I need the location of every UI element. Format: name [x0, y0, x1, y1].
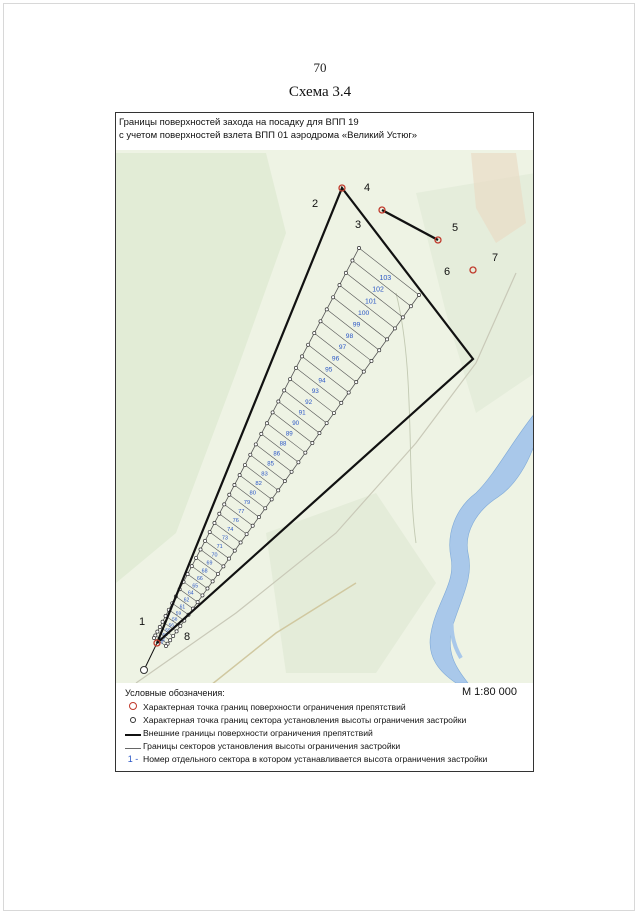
- sector-point: [158, 625, 161, 628]
- sector-point: [172, 634, 175, 637]
- sector-point: [393, 327, 396, 330]
- sector-number: 100: [357, 310, 370, 318]
- sector-point: [260, 432, 263, 435]
- sector-point: [164, 644, 167, 647]
- sector-number: 88: [279, 440, 287, 448]
- corner-label-7: 7: [492, 252, 499, 264]
- sector-number-symbol: 1 -: [127, 754, 139, 764]
- legend-item-outer-boundary: [125, 727, 373, 739]
- sector-point: [270, 498, 273, 501]
- sector-point: [290, 470, 293, 473]
- sector-point: [206, 587, 209, 590]
- sector-number: 82: [255, 480, 262, 487]
- sector-point: [216, 572, 219, 575]
- sector-number: 94: [318, 377, 326, 385]
- sector-number: 102: [372, 286, 384, 294]
- sector-point: [190, 565, 193, 568]
- sector-number: 62: [183, 597, 190, 604]
- sector-point: [378, 349, 381, 352]
- sector-point: [257, 515, 260, 518]
- sector-point: [233, 483, 236, 486]
- sector-point: [194, 556, 197, 559]
- red-circle-icon: [129, 702, 137, 710]
- sector-point: [319, 320, 322, 323]
- sector-point: [304, 451, 307, 454]
- sector-number: 76: [232, 517, 239, 524]
- sector-number: 50: [158, 639, 164, 645]
- sector-point: [175, 630, 178, 633]
- sector-number: 53: [162, 632, 168, 638]
- scheme-title: Схема 3.4: [288, 84, 352, 100]
- sector-point: [332, 411, 335, 414]
- sector-number: 97: [338, 344, 347, 352]
- sector-point: [251, 524, 254, 527]
- sector-point: [227, 557, 230, 560]
- corner-label-3: 3: [355, 219, 362, 231]
- sector-point: [213, 521, 216, 524]
- sector-point: [203, 539, 206, 542]
- legend-item-label: Внешние границы поверхности ограничения препятствий: [143, 728, 373, 738]
- map-header: [116, 113, 533, 150]
- sector-point: [331, 296, 334, 299]
- sector-point: [245, 533, 248, 536]
- sector-number: 77: [238, 508, 245, 515]
- sector-number: 68: [201, 568, 208, 575]
- sector-point: [211, 580, 214, 583]
- sector-point: [370, 359, 373, 362]
- sector-point: [152, 636, 155, 639]
- sector-number: 58: [172, 617, 178, 623]
- sector-point: [161, 620, 164, 623]
- sector-point: [294, 366, 297, 369]
- map-title-line2: с учетом поверхностей взлета ВПП 01 аэродрома «Великий Устюг»: [119, 130, 418, 141]
- sector-point: [196, 601, 199, 604]
- legend-item-sector-point: [125, 714, 466, 726]
- sector-number: 61: [179, 604, 186, 611]
- page-number: 70: [313, 60, 327, 75]
- map-canvas: [116, 113, 534, 772]
- sector-number: 66: [196, 576, 203, 583]
- sector-point: [239, 541, 242, 544]
- sector-point: [288, 378, 291, 381]
- sector-number: 59: [175, 611, 182, 617]
- legend-item-sector-boundary: [125, 740, 400, 752]
- sector-point: [340, 401, 343, 404]
- sector-number: 92: [305, 398, 313, 406]
- sector-point: [300, 355, 303, 358]
- sector-number: 89: [285, 430, 293, 438]
- sector-point: [249, 453, 252, 456]
- sector-number: 79: [243, 499, 251, 506]
- sector-point: [357, 246, 360, 249]
- sector-point: [223, 503, 226, 506]
- runway-end-point: [141, 667, 148, 674]
- sector-number: 74: [227, 526, 234, 533]
- sector-number: 83: [261, 471, 268, 478]
- sector-number: 93: [311, 388, 319, 396]
- sector-number: 98: [345, 332, 354, 340]
- sector-number: 64: [187, 590, 194, 597]
- map-box: [115, 112, 534, 772]
- sector-point: [243, 463, 246, 466]
- sector-number: 86: [273, 451, 281, 458]
- thin-line-icon: [125, 748, 141, 749]
- legend-item-sector-number: [125, 753, 487, 765]
- sector-point: [277, 400, 280, 403]
- sector-point: [271, 411, 274, 414]
- sector-point: [351, 259, 354, 262]
- sector-point: [344, 271, 347, 274]
- sector-point: [307, 343, 310, 346]
- sector-point: [409, 305, 412, 308]
- sector-point: [362, 370, 365, 373]
- sector-point: [179, 625, 182, 628]
- sector-point: [318, 432, 321, 435]
- corner-label-4: 4: [364, 182, 371, 194]
- map-title-line1: Границы поверхностей захода на посадку для ВПП 19: [119, 117, 359, 128]
- sector-point: [417, 293, 420, 296]
- sector-point: [265, 422, 268, 425]
- corner-label-5: 5: [452, 222, 459, 234]
- sector-point: [325, 308, 328, 311]
- corner-label-8: 8: [184, 631, 191, 643]
- sector-number: 90: [292, 419, 300, 427]
- sector-number: 70: [211, 552, 218, 559]
- sector-point: [222, 565, 225, 568]
- sector-point: [233, 549, 236, 552]
- sector-point: [218, 512, 221, 515]
- sector-point: [264, 507, 267, 510]
- sector-number: 85: [267, 461, 274, 468]
- sector-point: [385, 338, 388, 341]
- sector-number: 103: [379, 274, 392, 282]
- sector-number: 73: [221, 535, 228, 542]
- sector-point: [297, 461, 300, 464]
- sector-point: [277, 489, 280, 492]
- corner-label-2: 2: [312, 198, 319, 210]
- sector-number: 96: [331, 355, 340, 363]
- corner-label-1: 1: [139, 616, 146, 628]
- sector-number: 99: [352, 321, 361, 329]
- sector-point: [156, 630, 159, 633]
- sector-number: 55: [165, 627, 171, 633]
- sector-number: 52: [160, 636, 166, 642]
- sector-point: [169, 639, 172, 642]
- sector-point: [338, 284, 341, 287]
- corner-label-6: 6: [444, 266, 451, 278]
- sector-point: [347, 391, 350, 394]
- sector-point: [401, 316, 404, 319]
- legend-item-label: Границы секторов установления высоты ограничения застройки: [143, 741, 401, 751]
- sector-point: [199, 548, 202, 551]
- small-dot-icon: [130, 717, 136, 723]
- sector-number: 80: [249, 490, 256, 497]
- legend-item-label: Номер отдельного сектора в котором устанавливается высота ограничения застройки: [143, 754, 488, 764]
- legend-item-label: Характерная точка границ поверхности ограничения препятствий: [143, 702, 406, 712]
- sector-point: [254, 443, 257, 446]
- map-scale: М 1:80 000: [461, 686, 517, 698]
- legend-item-label: Характерная точка границ сектора установления высоты ограничения застройки: [143, 715, 467, 725]
- sector-point: [325, 422, 328, 425]
- sector-point: [228, 493, 231, 496]
- sector-point: [283, 480, 286, 483]
- thick-line-icon: [125, 734, 141, 736]
- sector-point: [311, 441, 314, 444]
- sector-number: 95: [325, 366, 333, 374]
- sector-number: 56: [168, 623, 174, 629]
- sector-point: [238, 473, 241, 476]
- sector-number: 65: [192, 583, 199, 590]
- sector-number: 101: [365, 298, 377, 306]
- sector-point: [201, 594, 204, 597]
- sector-number: 71: [216, 544, 223, 551]
- sector-point: [283, 389, 286, 392]
- sector-number: 69: [206, 560, 213, 567]
- legend-title: Условные обозначения:: [125, 688, 225, 698]
- sector-point: [313, 331, 316, 334]
- sector-point: [355, 381, 358, 384]
- legend-item-obstacle-point: [125, 701, 406, 713]
- legend: [116, 683, 533, 772]
- sector-point: [208, 530, 211, 533]
- sector-number: 91: [298, 409, 306, 417]
